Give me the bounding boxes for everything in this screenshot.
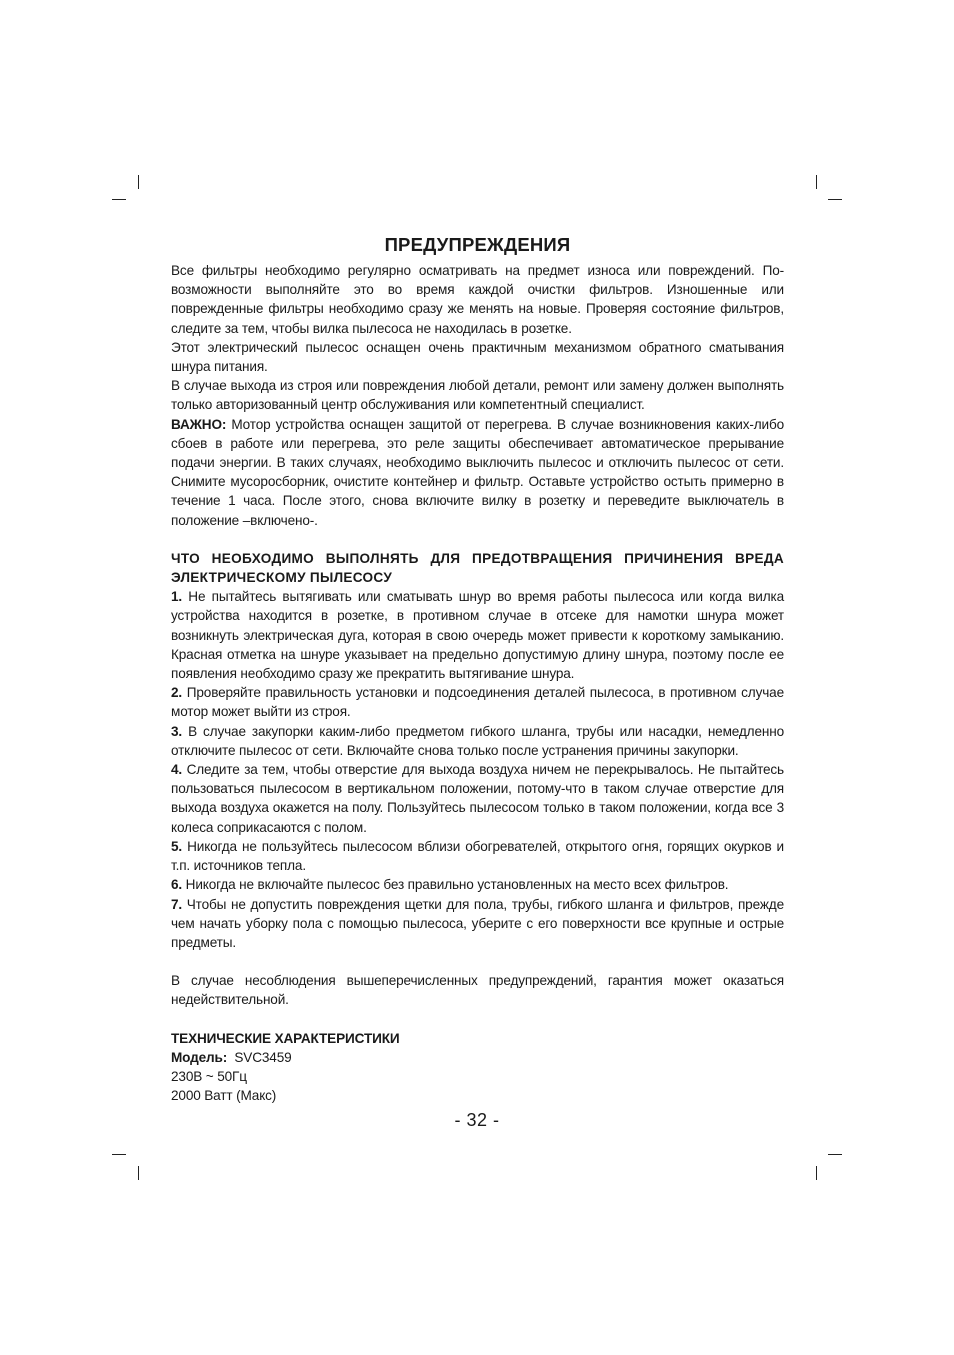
warranty-note: В случае несоблюдения вышеперечисленных предупреждений, гарантия может оказаться недействительной.	[171, 973, 784, 1008]
list-item	[171, 837, 784, 875]
specs-heading: ТЕХНИЧЕСКИЕ ХАРАКТЕРИСТИКИ	[171, 1030, 400, 1046]
crop-mark	[138, 1166, 139, 1180]
important-label: ВАЖНО:	[171, 416, 227, 432]
item-text: Чтобы не допустить повреждения щетки для пола, трубы, гибкого шланга и фильтров, прежде чем начать уборку пола с помощью пылесоса, уберите с его поверхности все крупные и острые предметы.	[171, 896, 784, 950]
crop-mark	[138, 175, 139, 189]
crop-mark	[828, 1154, 842, 1155]
spec-power: 2000 Ватт (Макс)	[171, 1088, 277, 1104]
crop-mark	[828, 199, 842, 200]
warning-paragraph: В случае выхода из строя или повреждения любой детали, ремонт или замену должен выполнять только авторизованный центр обслуживания или компетентный специалист.	[171, 378, 784, 413]
important-text: Мотор устройства оснащен защитой от перегрева. В случае возникновения каких-либо сбоев в работе или перегрева, это реле защиты обеспечивает автоматическое прерывание подачи энергии. В таких случаях, необходимо выключить пылесос и отключить пылесос от сети. Снимите мусоросборник, очистите контейнер и фильтр. Оставьте устройство остыть примерно в течение 1 часа. После этого, снова включите вилку в розетку и переведите выключатель в положение –включено-.	[171, 416, 784, 528]
item-number: 2.	[171, 685, 183, 701]
item-text: В случае закупорки каким-либо предметом гибкого шланга, трубы или насадки, немедленно отключите пылесос от сети. Включайте снова только после устранения причины закупорки.	[171, 723, 784, 758]
crop-mark	[816, 175, 817, 189]
item-text: Никогда не пользуйтесь пылесосом вблизи обогревателей, открытого огня, горящих окурков и т.п. источников тепла.	[171, 838, 784, 874]
list-item	[171, 587, 784, 683]
crop-mark	[112, 199, 126, 200]
page-number: - 32 -	[454, 1110, 500, 1130]
item-text: Не пытайтесь вытягивать или сматывать шнур во время работы пылесоса или когда вилка устройства находится в розетке, в противном случае в отсеке для намотки шнура может возникнуть электрическая дуга, которая в свою очередь может привести к короткому замыканию. Красная отметка на шнуре указывает на предельно допустимую длину шнура, поэтому после ее появления необходимо сразу же прекратить вытягивание шнура.	[171, 589, 784, 682]
spec-model	[171, 1048, 784, 1067]
item-number: 3.	[171, 723, 183, 739]
item-number: 1.	[171, 589, 183, 605]
spec-voltage: 230В ~ 50Гц	[171, 1068, 247, 1084]
section-heading-line: ЭЛЕКТРИЧЕСКОМУ ПЫЛЕСОСУ	[171, 570, 393, 586]
crop-mark	[816, 1166, 817, 1180]
page-title: ПРЕДУПРЕЖДЕНИЯ	[384, 234, 571, 255]
list-item	[171, 895, 784, 953]
item-text: Никогда не включайте пылесос без правильно установленных на место всех фильтров.	[182, 877, 729, 893]
spec-model-label: Модель:	[171, 1049, 228, 1065]
list-item	[171, 722, 784, 760]
spec-model-value: SVC3459	[234, 1049, 292, 1065]
list-item	[171, 760, 784, 837]
section-heading	[171, 549, 784, 587]
warning-paragraph: Этот электрический пылесос оснащен очень практичным механизмом обратного сматывания шнура питания.	[171, 339, 784, 375]
item-text: Следите за тем, чтобы отверстие для выхода воздуха ничем не перекрывалось. Не пытайтесь пользоваться пылесосом в вертикальном положении, потому-что в таком случае отверстие для выхода воздуха окажется на полу. Пользуйтесь пылесосом только в таком положении, когда все 3 колеса соприкасаются с полом.	[171, 762, 784, 835]
warning-paragraph: Все фильтры необходимо регулярно осматривать на предмет износа или повреждений. По-возможности выполняйте это во время каждой очистки фильтров. Изношенные или поврежденные фильтры необходимо сразу же менять на новые. Проверяя состояние фильтров, следите за тем, чтобы вилка пылесоса не находилась в розетке.	[171, 263, 784, 336]
section-heading-line: ЧТО НЕОБХОДИМО ВЫПОЛНЯТЬ ДЛЯ ПРЕДОТВРАЩЕНИЯ ПРИЧИНЕНИЯ ВРЕДА	[171, 550, 784, 566]
item-number: 5.	[171, 838, 183, 854]
list-item	[171, 683, 784, 721]
item-text: Проверяйте правильность установки и подсоединения деталей пылесоса, в противном случае мотор может выйти из строя.	[171, 685, 784, 720]
item-number: 6.	[171, 877, 183, 893]
item-number: 4.	[171, 762, 183, 778]
important-paragraph	[171, 415, 784, 530]
item-number: 7.	[171, 896, 183, 912]
page-content	[171, 232, 784, 1105]
crop-mark	[112, 1154, 126, 1155]
list-item	[171, 875, 784, 894]
